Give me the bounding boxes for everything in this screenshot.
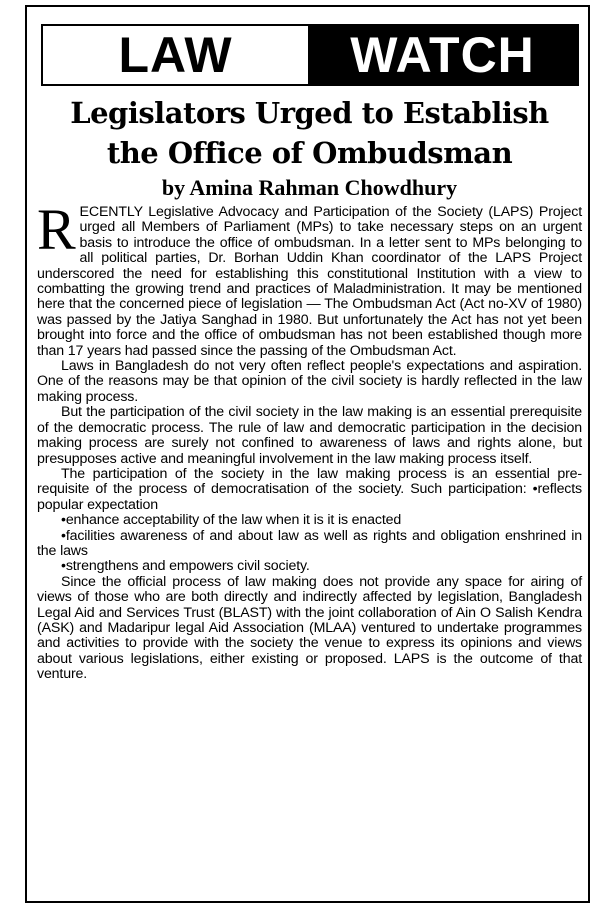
article-frame <box>25 5 590 903</box>
paragraph-4: The participation of the society in the law making process is an essential pre-requisite of the process of democratisation of the society. Such participation: •reflects popular expectation <box>37 465 582 513</box>
banner-law: LAW <box>43 26 308 84</box>
drop-cap: R <box>37 197 76 262</box>
paragraph-1-text: ECENTLY Legislative Advocacy and Participation of the Society (LAPS) Project urged all Members of Parliament (MPs) to take necessary steps on an urgent basis to introduce the office of ombudsman. In a letter sent to MPs belonging to all political parties, Dr. Borhan Uddin Khan coordinator of the LAPS Project underscored the need for establishing this constitutional Institution with a view to combatting the growing trend and practices of Maladministration. It may be mentioned here that the concerned piece of legislation — The Ombudsman Act (Act no-XV of 1980) was passed by the Jatiya Sanghad in 1980. But unfortunately the Act has not yet been brought into force and the office of ombudsman has not been established though more than 17 years had passed since the passing of the Ombudsman Act. <box>37 204 582 359</box>
byline: by Amina Rahman Chowdhury <box>161 175 458 200</box>
paragraph-1 <box>37 197 582 359</box>
paragraph-2: Laws in Bangladesh do not very often reflect people's expectations and aspiration. One of the reasons may be that opinion of the civil society is hardly reflected in the law making process. <box>37 358 582 405</box>
bullet-3: •strengthens and empowers civil society. <box>61 558 310 575</box>
section-banner <box>41 24 579 86</box>
headline-line-2: the Office of Ombudsman <box>106 136 513 170</box>
paragraph-5: Since the official process of law making does not provide any space for airing of views of those who are both directly and indirectly affected by legislation, Bangladesh Legal Aid and Services Trust (BLAST) with the joint collaboration of Ain O Salish Kendra (ASK) and Madaripur legal Aid Association (MLAA) ventured to undertake programmes and activities to provide with the society the venue to express its opinions and views about various legislations, either existing or proposed. LAPS is the outcome of that venture. <box>37 573 582 683</box>
banner-watch: WATCH <box>308 26 577 84</box>
headline <box>31 93 588 173</box>
bullet-1: •enhance acceptability of the law when it is it is enacted <box>61 512 402 529</box>
bullet-2: •facilities awareness of and about law as well as rights and obligation enshrined in the laws <box>37 527 582 559</box>
article-body <box>37 197 582 683</box>
headline-line-1: Legislators Urged to Establish <box>70 96 549 130</box>
paragraph-3: But the participation of the civil society in the law making is an essential prerequisite of the democratic process. The rule of law and democratic participation in the decision making process are surely not confined to awareness of laws and rights alone, but presupposes active and meaningful involvement in the law making process itself. <box>37 404 582 467</box>
